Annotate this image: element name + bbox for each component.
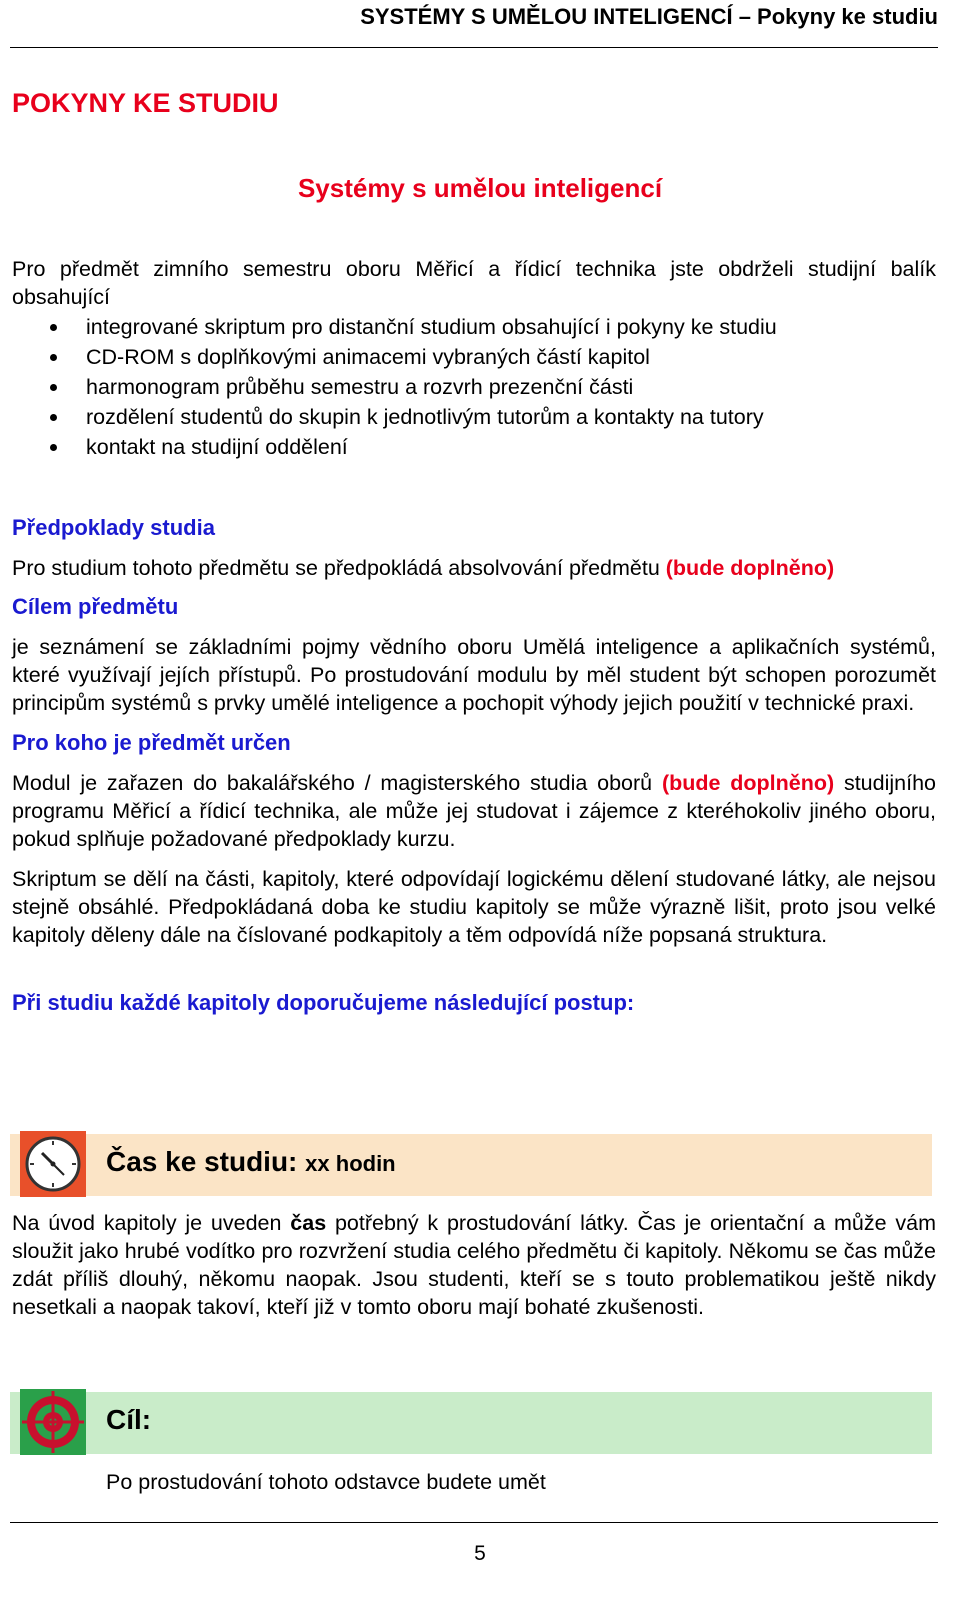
list-item: integrované skriptum pro distanční studium obsahující i pokyny ke studiu — [12, 312, 936, 342]
audience-paragraph: Modul je zařazen do bakalářského / magisterského studia oborů (bude doplněno) studijního programu Měřicí a řídicí technika, ale může jej studovat i zájemce z kteréhokoliv jiného oboru, pokud splňuje požadované předpoklady kurzu. — [12, 771, 936, 851]
prereq-heading: Předpoklady studia — [12, 515, 215, 540]
section-title: POKYNY KE STUDIU — [12, 88, 279, 118]
clock-icon — [20, 1131, 86, 1197]
bullet-icon — [50, 354, 57, 361]
time-value: xx hodin — [305, 1151, 396, 1176]
running-header: SYSTÉMY S UMĚLOU INTELIGENCÍ – Pokyny ke studiu — [360, 4, 938, 29]
structure-paragraph: Skriptum se dělí na části, kapitoly, které odpovídají logickému dělení studované látky, ale nejsou stejně obsáhlé. Předpokládaná doba ke studiu kapitoly se může výrazně lišit, proto jsou velké kapitoly děleny dále na číslované podkapitoly a těm odpovídá níže popsaná struktura. — [12, 867, 936, 947]
goal-heading: Cílem předmětu — [12, 594, 179, 619]
todo-note: (bude doplněno) — [665, 556, 835, 580]
goal-label: Cíl: — [106, 1404, 152, 1435]
target-icon — [20, 1389, 86, 1455]
list-item: rozdělení studentů do skupin k jednotlivým tutorům a kontakty na tutory — [12, 402, 936, 432]
main-content — [12, 255, 936, 1017]
bullet-icon — [50, 384, 57, 391]
time-label: Čas ke studiu: xx hodin — [106, 1146, 396, 1177]
intro-paragraph: Pro předmět zimního semestru oboru Měřicí a řídicí technika jste obdrželi studijní balík obsahující — [12, 257, 936, 309]
time-band — [10, 1134, 932, 1196]
time-paragraph: Na úvod kapitoly je uveden čas potřebný k prostudování látky. Čas je orientační a může vám sloužit jako hrubé vodítko pro rozvržení studia celého předmětu či kapitoly. Někomu se čas může zdát příliš dlouhý, někomu naopak. Jsou studenti, kteří se s touto problematikou ještě nikdy nesetkali a naopak takoví, kteří již v tomto oboru mají bohaté zkušenosti. — [12, 1211, 936, 1319]
time-explanation — [12, 1209, 936, 1321]
audience-heading: Pro koho je předmět určen — [12, 730, 291, 755]
list-item: harmonogram průběhu semestru a rozvrh prezenční části — [12, 372, 936, 402]
goal-band — [10, 1392, 932, 1454]
list-item: kontakt na studijní oddělení — [12, 432, 936, 462]
prereq-paragraph: Pro studium tohoto předmětu se předpokládá absolvování předmětu (bude doplněno) — [12, 556, 835, 580]
goal-paragraph: je seznámení se základními pojmy vědního oboru Umělá inteligence a aplikačních systémů, které využívají jejích přístupů. Po prostudování modulu by měl student být schopen porozumět principům systémů s prvky umělé inteligence a pochopit výhody jejich použití v technické praxi. — [12, 635, 936, 715]
list-item: CD-ROM s doplňkovými animacemi vybraných částí kapitol — [12, 342, 936, 372]
todo-note: (bude doplněno) — [661, 771, 835, 795]
goal-text — [106, 1468, 926, 1496]
bullet-icon — [50, 414, 57, 421]
header-divider — [10, 47, 938, 48]
procedure-heading: Při studiu každé kapitoly doporučujeme následující postup: — [12, 990, 635, 1015]
goal-band-text: Po prostudování tohoto odstavce budete umět — [106, 1470, 546, 1494]
package-list — [12, 312, 936, 462]
footer-divider — [10, 1522, 938, 1523]
bullet-icon — [50, 444, 57, 451]
time-keyword: čas — [290, 1211, 327, 1235]
page-number: 5 — [474, 1542, 486, 1565]
bullet-icon — [50, 324, 57, 331]
course-title: Systémy s umělou inteligencí — [297, 173, 663, 203]
